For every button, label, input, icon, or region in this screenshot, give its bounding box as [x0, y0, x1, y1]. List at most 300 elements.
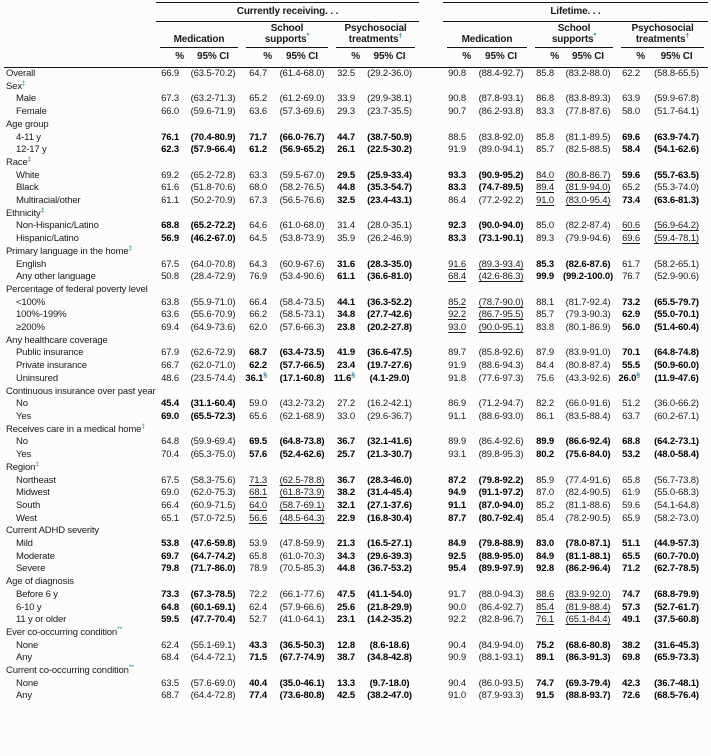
ci-value: (54.1-64.8)	[654, 499, 699, 511]
ci-column-head: 95% CI	[559, 48, 617, 67]
ci-value: (58.8-65.5)	[654, 68, 699, 79]
table-row	[4, 182, 708, 195]
pct-value: 64.8	[161, 436, 179, 448]
row-label: Race‡	[6, 155, 32, 168]
row-label: Hispanic/Latino	[16, 233, 79, 245]
row-label: Percentage of federal poverty level	[6, 283, 148, 295]
row-label: None	[16, 639, 39, 651]
row-label: Yes	[16, 410, 32, 422]
ci-value: (74.7-89.5)	[478, 182, 524, 194]
ci-value: (88.6-93.0)	[478, 410, 524, 422]
table-row	[4, 487, 708, 500]
ci-value: (65.2-72.8)	[190, 169, 236, 181]
group-header-row	[4, 386, 708, 399]
pct-value: 85.2	[448, 296, 466, 308]
group-header-row	[4, 157, 708, 170]
pct-value: 74.7	[622, 588, 640, 600]
row-label: Receives care in a medical home‡	[6, 422, 146, 435]
ci-value: (38.7-50.9)	[367, 131, 412, 143]
pct-value: 67.3	[161, 93, 179, 105]
ci-value: (83.0-95.4)	[565, 195, 611, 207]
pct-value: 34.3	[337, 550, 355, 562]
ci-value: (70.4-80.9)	[190, 131, 236, 143]
pct-value: 63.5	[161, 677, 179, 689]
ci-value: (67.3-78.5)	[190, 588, 236, 600]
pct-value: 90.9	[448, 652, 466, 664]
pct-value: 63.8	[161, 296, 179, 308]
ci-value: (53.4-90.6)	[279, 271, 325, 283]
pct-value: 85.4	[536, 601, 554, 613]
pct-value: 76.7	[622, 271, 640, 283]
ci-value: (62.0-75.3)	[190, 487, 236, 499]
table-row	[4, 475, 708, 488]
row-label: Male	[16, 93, 36, 105]
table-row	[4, 513, 708, 526]
ci-value: (83.8-89.3)	[565, 93, 611, 105]
ci-value: (8.6-18.6)	[369, 639, 410, 651]
group-header-row	[4, 246, 708, 259]
pct-value: 40.4	[249, 677, 267, 689]
ci-value: (62.1-68.9)	[279, 410, 325, 422]
table-row	[4, 538, 708, 551]
pct-value: 85.0	[536, 220, 554, 232]
row-label: None	[16, 677, 39, 689]
pct-value: 41.9	[337, 347, 355, 359]
ci-value: (87.0-94.0)	[478, 499, 524, 511]
section-gap	[419, 614, 443, 627]
row-label: Before 6 y	[16, 588, 58, 600]
row-label: Black	[16, 182, 39, 194]
pct-value: 91.0	[448, 690, 466, 702]
row-label: 12-17 y	[16, 144, 47, 156]
ci-value: (36.6-81.0)	[367, 271, 412, 283]
pct-value: 88.5	[448, 131, 466, 143]
ci-value: (65.5-79.7)	[654, 296, 699, 308]
ci-value: (79.3-90.3)	[565, 309, 611, 321]
table-row	[4, 297, 708, 310]
ci-value: (73.6-80.8)	[279, 690, 325, 702]
pct-value: 38.2	[337, 487, 355, 499]
pct-value: 91.8	[448, 372, 466, 384]
ci-value: (83.5-88.4)	[565, 410, 611, 422]
table-row	[4, 449, 708, 462]
ci-value: (78.0-87.1)	[565, 538, 611, 550]
ci-value: (61.2-69.0)	[279, 93, 325, 105]
pct-value: 66.4	[161, 499, 179, 511]
ci-value: (57.6-66.3)	[279, 322, 325, 334]
ci-value: (16.8-30.4)	[367, 512, 412, 524]
pct-value: 85.2	[536, 499, 554, 511]
pct-value: 73.3	[161, 588, 179, 600]
ci-value: (89.3-93.4)	[478, 258, 524, 270]
ci-value: (65.1-84.4)	[565, 614, 611, 626]
pct-value: 69.6	[622, 233, 640, 245]
pct-value: 77.4	[249, 690, 267, 702]
row-label: Any healthcare coverage	[6, 334, 108, 346]
pct-value: 65.6	[249, 410, 267, 422]
pct-value: 92.2	[448, 309, 466, 321]
pct-value: 63.6	[249, 106, 267, 118]
row-label: Private insurance	[16, 360, 87, 372]
pct-value: 31.6	[337, 258, 355, 270]
pct-value: 67.3	[249, 195, 267, 207]
ci-value: (50.2-70.9)	[190, 195, 236, 207]
table-row	[4, 500, 708, 513]
ci-column-head: 95% CI	[471, 48, 531, 67]
pct-value: 65.2	[249, 93, 267, 105]
pct-value: 38.2	[622, 639, 640, 651]
ci-value: (27.1-37.6)	[367, 499, 412, 511]
pct-value: 89.3	[536, 233, 554, 245]
pct-value: 66.9	[161, 68, 179, 79]
section-gap	[419, 309, 443, 322]
ci-value: (81.1-88.6)	[565, 499, 611, 511]
row-label: Moderate	[16, 550, 55, 562]
pct-value: 85.7	[536, 144, 554, 156]
ci-value: (36.5-50.3)	[279, 639, 325, 651]
table-row	[4, 589, 708, 602]
section-gap	[419, 259, 443, 272]
ci-value: (23.7-35.5)	[367, 106, 412, 118]
pct-value: 61.2	[249, 144, 267, 156]
ci-value: (34.8-42.8)	[367, 652, 412, 664]
pct-value: 83.3	[448, 182, 466, 194]
pct-value: 43.3	[249, 639, 267, 651]
pct-value: 61.9	[622, 487, 640, 499]
ci-value: (60.7-70.0)	[654, 550, 699, 562]
ci-value: (62.6-72.9)	[190, 347, 236, 359]
pct-value: 23.4	[337, 360, 355, 372]
pct-value: 66.4	[249, 296, 267, 308]
table-row	[4, 360, 708, 373]
row-label: Age of diagnosis	[6, 576, 74, 588]
row-label: Non-Hispanic/Latino	[16, 220, 99, 232]
pct-value: 87.9	[536, 347, 554, 359]
pct-value: 44.7	[337, 131, 355, 143]
pct-value: 91.9	[448, 360, 466, 372]
pct-value: 86.9	[448, 398, 466, 410]
pct-value: 90.7	[448, 106, 466, 118]
pct-value: 83.3	[448, 233, 466, 245]
pct-value: 85.3	[536, 258, 554, 270]
ci-value: (62.7-78.5)	[654, 563, 699, 575]
row-label: 6-10 y	[16, 601, 42, 613]
pct-value: 68.4	[448, 271, 466, 283]
table-header	[4, 3, 708, 68]
ci-value: (54.1-62.6)	[654, 144, 699, 156]
ci-value: (35.3-54.7)	[367, 182, 412, 194]
ci-value: (71.2-94.7)	[478, 398, 524, 410]
ci-value: (31.1-60.4)	[190, 398, 236, 410]
pct-value: 86.1	[536, 410, 554, 422]
ci-value: (22.5-30.2)	[367, 144, 412, 156]
pct-value: 64.3	[249, 258, 267, 270]
pct-value: 92.3	[448, 220, 466, 232]
ci-value: (58.5-73.1)	[279, 309, 325, 321]
pct-value: 32.1	[337, 499, 355, 511]
ci-value: (57.7-66.5)	[279, 360, 325, 372]
ci-value: (55.0-70.1)	[654, 309, 699, 321]
pct-value: 86.8	[536, 93, 554, 105]
table-row	[4, 563, 708, 576]
ci-value: (83.2-88.0)	[565, 68, 611, 79]
data-table	[4, 2, 708, 703]
pct-value: 65.5	[622, 550, 640, 562]
ci-value: (89.8-95.3)	[478, 449, 524, 461]
ci-value: (60.2-67.1)	[654, 410, 699, 422]
ci-value: (28.4-72.9)	[190, 271, 236, 283]
ci-value: (52.7-61.7)	[654, 601, 699, 613]
section-gap	[419, 690, 443, 703]
ci-value: (73.1-90.1)	[478, 233, 524, 245]
pct-value: 85.4	[536, 512, 554, 524]
pct-value: 64.6	[249, 220, 267, 232]
ci-value: (66.1-77.6)	[279, 588, 325, 600]
pct-value: 69.6	[622, 131, 640, 143]
pct-value: 57.3	[622, 601, 640, 613]
table-row	[4, 271, 708, 284]
pct-value: 76.1	[536, 614, 554, 626]
ci-value: (59.9-67.8)	[654, 93, 699, 105]
ci-value: (77.8-87.6)	[565, 106, 611, 118]
table-row	[4, 640, 708, 653]
pct-value: 82.2	[536, 398, 554, 410]
ci-value: (77.4-91.6)	[565, 474, 611, 486]
ci-value: (64.8-73.8)	[279, 436, 325, 448]
pct-value: 61.1	[161, 195, 179, 207]
ci-value: (52.9-90.6)	[654, 271, 699, 283]
ci-value: (55.3-74.0)	[654, 182, 699, 194]
ci-value: (70.5-85.3)	[279, 563, 325, 575]
ci-value: (78.7-90.0)	[478, 296, 524, 308]
row-label: Uninsured	[16, 372, 58, 384]
pct-value: 35.9	[337, 233, 355, 245]
pct-value: 67.9	[161, 347, 179, 359]
pct-value: 38.7	[337, 652, 355, 664]
section-gap	[419, 436, 443, 449]
ci-value: (64.7-74.2)	[190, 550, 236, 562]
section-gap	[419, 21, 443, 48]
pct-value: 75.6	[536, 372, 554, 384]
ci-value: (9.7-18.0)	[369, 677, 410, 689]
row-label: Any other language	[16, 271, 96, 283]
section-gap	[419, 398, 443, 411]
ci-value: (63.9-74.7)	[654, 131, 699, 143]
table-row	[4, 614, 708, 627]
group-header-row	[4, 208, 708, 221]
pct-value: 93.3	[448, 169, 466, 181]
ci-value: (28.0-35.1)	[367, 220, 412, 232]
pct-value: 93.1	[448, 449, 466, 461]
pct-value: 65.1	[161, 512, 179, 524]
ci-value: (29.9-38.1)	[367, 93, 412, 105]
ci-value: (89.0-94.1)	[478, 144, 524, 156]
pct-value: 94.9	[448, 487, 466, 499]
pct-value: 69.2	[161, 169, 179, 181]
pct-value: 59.6	[622, 169, 640, 181]
group-header-row	[4, 627, 708, 640]
pct-value: 53.9	[249, 538, 267, 550]
ci-column-head: 95% CI	[272, 48, 332, 67]
ci-value: (53.8-73.9)	[279, 233, 325, 245]
pct-value: 62.2	[249, 360, 267, 372]
pct-value: 91.1	[448, 410, 466, 422]
pct-value: 13.3	[337, 677, 355, 689]
ci-value: (82.4-90.5)	[565, 487, 611, 499]
ci-value: (79.8-88.9)	[478, 538, 524, 550]
pct-value: 87.0	[536, 487, 554, 499]
ci-value: (90.0-95.1)	[478, 322, 524, 334]
pct-value: 12.8	[337, 639, 355, 651]
pct-value: 63.3	[249, 169, 267, 181]
ci-value: (81.9-88.4)	[565, 601, 611, 613]
row-label: <100%	[16, 296, 46, 308]
pct-column-head: %	[617, 48, 645, 67]
pct-value: 91.6	[448, 258, 466, 270]
ci-value: (87.9-93.3)	[478, 690, 524, 702]
pct-value: 42.5	[337, 690, 355, 702]
pct-value: 51.2	[622, 398, 640, 410]
pct-value: 65.8	[249, 550, 267, 562]
ci-value: (64.9-73.6)	[190, 322, 236, 334]
pct-value: 48.6	[161, 372, 179, 384]
ci-value: (29.2-36.0)	[367, 68, 412, 79]
pct-value: 70.1	[622, 347, 640, 359]
row-label: Age group	[6, 118, 49, 130]
pct-value: 76.1	[161, 131, 179, 143]
section-gap	[419, 233, 443, 246]
pct-value: 87.2	[448, 474, 466, 486]
pct-value: 92.2	[448, 614, 466, 626]
pct-value: 83.3	[536, 106, 554, 118]
ci-value: (57.6-69.0)	[190, 677, 236, 689]
ci-value: (17.1-60.8)	[279, 372, 325, 384]
table-row	[4, 144, 708, 157]
pct-value: 58.0	[622, 106, 640, 118]
table-row	[4, 309, 708, 322]
ci-value: (86.2-96.4)	[565, 563, 611, 575]
ci-value: (56.5-76.6)	[279, 195, 325, 207]
ci-value: (80.8-87.4)	[565, 360, 611, 372]
ci-value: (16.2-42.1)	[367, 398, 412, 410]
pct-value: 71.7	[249, 131, 267, 143]
table-row	[4, 106, 708, 119]
pct-value: 87.7	[448, 512, 466, 524]
pct-value: 71.5	[249, 652, 267, 664]
ci-value: (19.7-27.6)	[367, 360, 412, 372]
pct-value: 92.8	[536, 563, 554, 575]
table-row	[4, 373, 708, 386]
ci-value: (88.6-94.3)	[478, 360, 524, 372]
pct-value: 80.2	[536, 449, 554, 461]
pct-value: 85.7	[536, 309, 554, 321]
pct-value: 50.8	[161, 271, 179, 283]
pct-value: 23.1	[337, 614, 355, 626]
section-gap	[419, 322, 443, 335]
section-gap	[419, 551, 443, 564]
pct-value: 68.4	[161, 652, 179, 664]
pct-value: 68.8	[622, 436, 640, 448]
section-gap	[419, 500, 443, 513]
pct-value: 75.2	[536, 639, 554, 651]
row-label: Northeast	[16, 474, 56, 486]
section-gap	[419, 68, 443, 81]
pct-value: 91.0	[536, 195, 554, 207]
ci-value: (50.9-60.0)	[654, 360, 699, 372]
pct-value: 36.7	[337, 474, 355, 486]
ci-value: (66.0-91.6)	[565, 398, 611, 410]
pct-value: 56.9	[161, 233, 179, 245]
ci-value: (67.7-74.9)	[279, 652, 325, 664]
pct-value: 69.0	[161, 410, 179, 422]
pct-value: 70.4	[161, 449, 179, 461]
pct-value: 23.8	[337, 322, 355, 334]
pct-value: 49.1	[622, 614, 640, 626]
section-gap	[419, 93, 443, 106]
column-group-head: Psychosocial treatments†	[617, 21, 708, 48]
ci-value: (80.8-86.7)	[565, 169, 611, 181]
pct-value: 25.6	[337, 601, 355, 613]
ci-value: (64.4-72.8)	[190, 690, 236, 702]
pct-value: 44.8	[337, 563, 355, 575]
ci-value: (65.3-75.0)	[190, 449, 236, 461]
pct-value: 32.5	[337, 195, 355, 207]
pct-value: 63.9	[622, 93, 640, 105]
pct-value: 21.3	[337, 538, 355, 550]
ci-value: (89.9-97.9)	[478, 563, 524, 575]
ci-value: (55.1-69.1)	[190, 639, 236, 651]
section-gap	[419, 678, 443, 691]
pct-value: 61.1	[337, 271, 355, 283]
ci-value: (57.9-66.4)	[190, 144, 236, 156]
pct-value: 32.5	[337, 68, 355, 79]
pct-column-head: %	[443, 48, 471, 67]
ci-value: (71.7-86.0)	[190, 563, 236, 575]
pct-value: 89.9	[448, 436, 466, 448]
ci-value: (88.9-95.0)	[478, 550, 524, 562]
ci-value: (36.6-47.5)	[367, 347, 412, 359]
ci-value: (64.0-70.8)	[190, 258, 236, 270]
ci-value: (55.9-71.0)	[190, 296, 236, 308]
row-label: Current co-occurring condition**	[6, 663, 135, 677]
pct-value: 88.6	[536, 588, 554, 600]
ci-value: (25.9-33.4)	[367, 169, 412, 181]
ci-value: (31.4-45.4)	[367, 487, 412, 499]
pct-value: 71.2	[622, 563, 640, 575]
pct-value: 62.9	[622, 309, 640, 321]
pct-value: 62.3	[161, 144, 179, 156]
pct-value: 64.7	[249, 68, 267, 79]
row-label: Ethnicity‡	[6, 206, 45, 219]
ci-value: (81.7-92.4)	[565, 296, 611, 308]
ci-value: (58.2-73.0)	[654, 512, 699, 524]
ci-value: (79.9-94.6)	[565, 233, 611, 245]
group-header-row	[4, 284, 708, 297]
pct-value: 69.7	[161, 550, 179, 562]
table-row	[4, 411, 708, 424]
row-label: Current ADHD severity	[6, 525, 99, 537]
pct-value: 84.9	[448, 538, 466, 550]
ci-value: (60.1-69.1)	[190, 601, 236, 613]
section-gap	[419, 652, 443, 665]
pct-value: 61.7	[622, 258, 640, 270]
section-gap	[419, 297, 443, 310]
ci-value: (35.0-46.1)	[279, 677, 325, 689]
ci-value: (80.1-86.9)	[565, 322, 611, 334]
table-row	[4, 347, 708, 360]
column-group-head: Medication	[443, 21, 531, 48]
pct-value: 53.8	[161, 538, 179, 550]
